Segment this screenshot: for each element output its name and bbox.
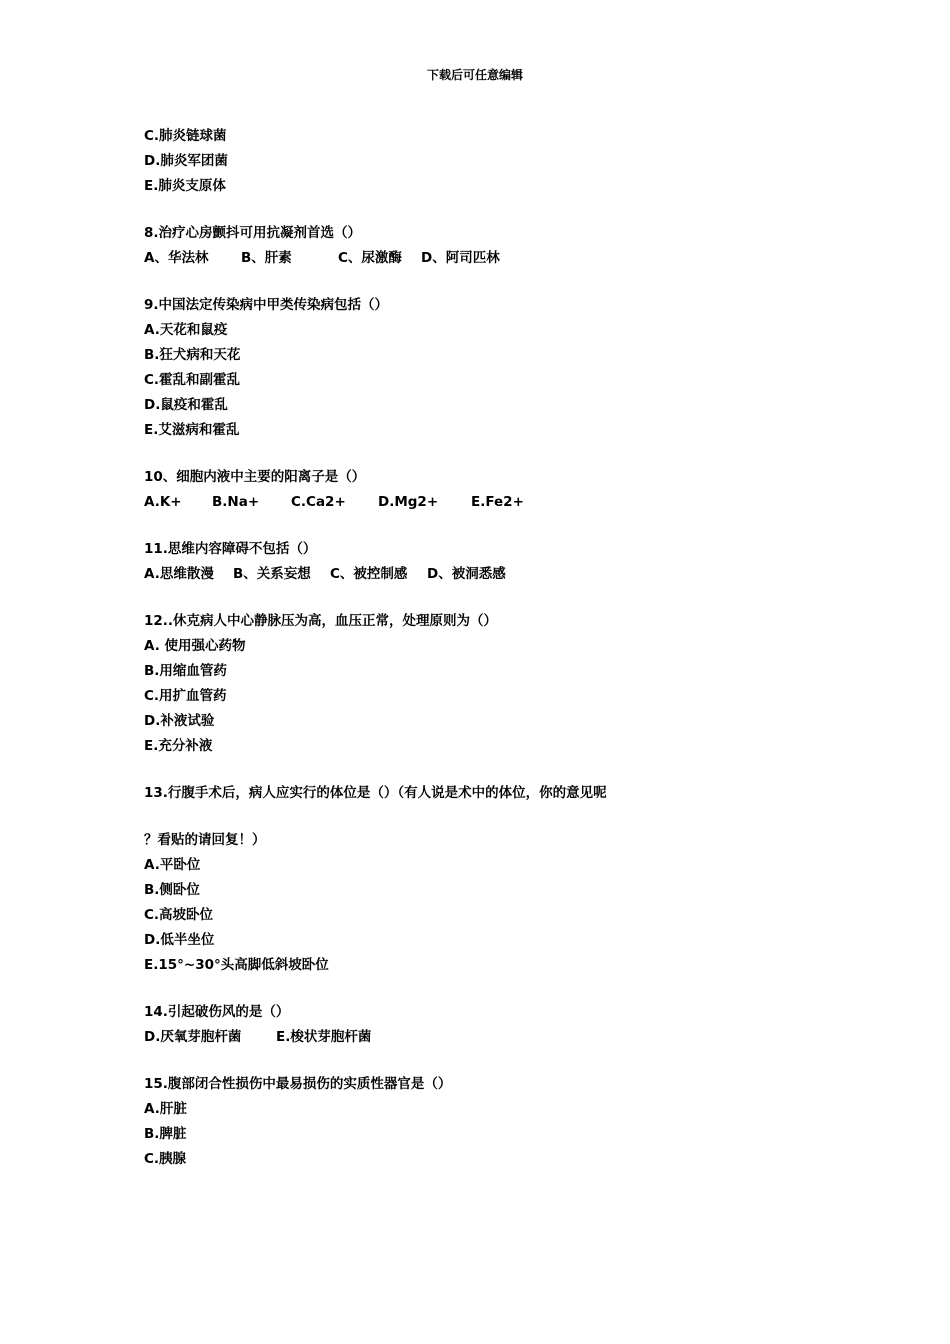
option: E.梭状芽胞杆菌 — [276, 1029, 372, 1045]
option: A.思维散漫 — [144, 566, 214, 582]
question-10: 10、细胞内液中主要的阳离子是（） — [144, 469, 366, 485]
options-row-14 — [144, 1028, 864, 1053]
option-line: C.高坡卧位 — [144, 907, 214, 923]
option-line: A. 使用强心药物 — [144, 638, 246, 654]
question-12: 12..休克病人中心静脉压为高，血压正常，处理原则为（） — [144, 613, 498, 629]
option-line: A.平卧位 — [144, 857, 201, 873]
option-line: B.狂犬病和天花 — [144, 347, 241, 363]
question-15: 15.腹部闭合性损伤中最易损伤的实质性器官是（） — [144, 1076, 452, 1092]
option: D、阿司匹林 — [421, 250, 500, 266]
option-line: E.15°~30°头高脚低斜坡卧位 — [144, 957, 329, 973]
option: C.Ca2+ — [291, 494, 346, 510]
options-row-11 — [144, 565, 864, 590]
question-11: 11.思维内容障碍不包括（） — [144, 541, 317, 557]
page-header: 下载后可任意编辑 — [426, 68, 523, 82]
option-line: E.肺炎支原体 — [144, 178, 226, 194]
option: A、华法林 — [144, 250, 209, 266]
option: C、被控制感 — [330, 566, 408, 582]
option-line: E.艾滋病和霍乱 — [144, 422, 240, 438]
option: B、关系妄想 — [233, 566, 311, 582]
options-row-10 — [144, 493, 864, 518]
option-line: E.充分补液 — [144, 738, 213, 754]
option-line: C.胰腺 — [144, 1151, 187, 1167]
option: D、被洞悉感 — [427, 566, 506, 582]
option-line: C.霍乱和副霍乱 — [144, 372, 241, 388]
question-13-continued: ？看贴的请回复！） — [144, 832, 266, 848]
option-line: A.天花和鼠疫 — [144, 322, 228, 338]
question-14: 14.引起破伤风的是（） — [144, 1004, 290, 1020]
option-line: D.肺炎军团菌 — [144, 153, 228, 169]
question-8: 8.治疗心房颤抖可用抗凝剂首选（） — [144, 225, 362, 241]
option-line: B.用缩血管药 — [144, 663, 227, 679]
option-line: D.补液试验 — [144, 713, 215, 729]
option: A.K+ — [144, 494, 182, 510]
document-body — [144, 127, 864, 1175]
option: C、尿激酶 — [338, 250, 402, 266]
option: B、肝素 — [241, 250, 292, 266]
question-13: 13.行腹手术后，病人应实行的体位是（）（有人说是术中的体位，你的意见呢 — [144, 785, 607, 801]
option-line: D.鼠疫和霍乱 — [144, 397, 228, 413]
option-line: C.用扩血管药 — [144, 688, 227, 704]
option: D.厌氧芽胞杆菌 — [144, 1029, 242, 1045]
option: B.Na+ — [212, 494, 260, 510]
option: E.Fe2+ — [471, 494, 524, 510]
option-line: B.侧卧位 — [144, 882, 200, 898]
option-line: C.肺炎链球菌 — [144, 128, 227, 144]
option-line: B.脾脏 — [144, 1126, 187, 1142]
option-line: D.低半坐位 — [144, 932, 215, 948]
question-9: 9.中国法定传染病中甲类传染病包括（） — [144, 297, 389, 313]
options-row-8 — [144, 249, 864, 274]
option: D.Mg2+ — [378, 494, 439, 510]
option-line: A.肝脏 — [144, 1101, 187, 1117]
